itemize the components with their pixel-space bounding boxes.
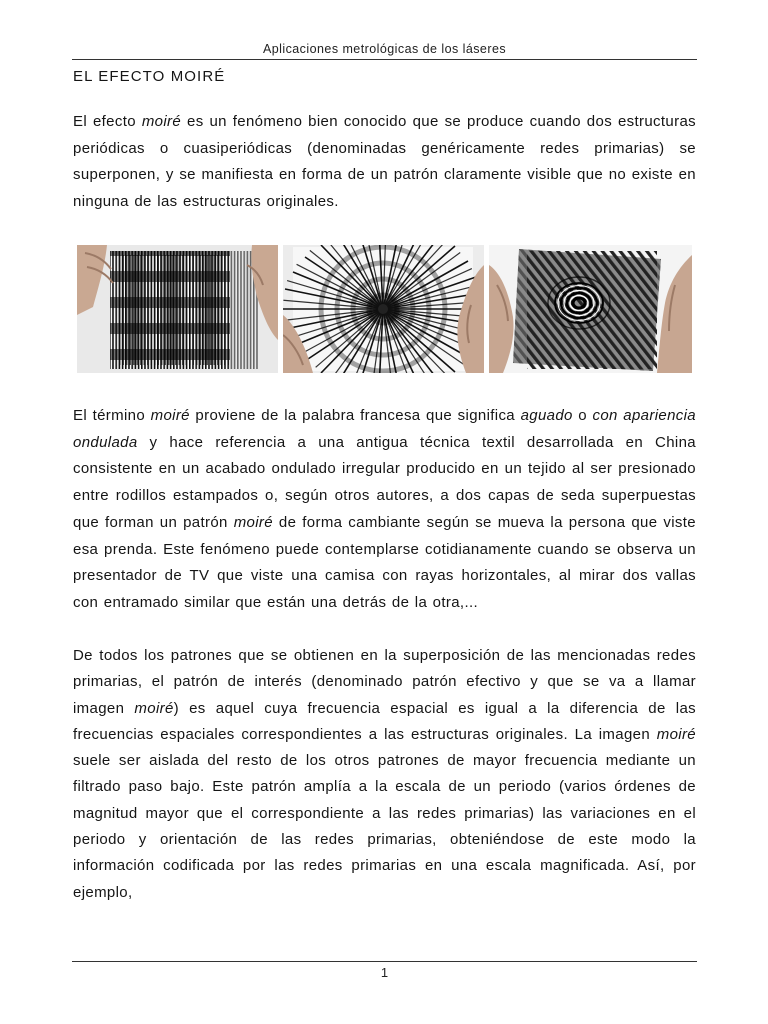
footer-rule — [72, 961, 697, 962]
moire-photo-zone-plates — [489, 245, 692, 373]
running-header: Aplicaciones metrológicas de los láseres — [262, 42, 507, 56]
moire-figure-strip — [77, 245, 692, 373]
moire-photo-line-gratings — [77, 245, 278, 373]
paragraph-intro: El efecto moiré es un fenómeno bien conocido que se produce cuando dos estructuras periódicas o cuasiperiódicas (denominadas genéricamente redes primarias) se superponen, y se manifiesta en forma de un patrón claramente visible que no existe en ninguna de las estructuras originales. — [73, 113, 696, 211]
paragraph-etymology: El término moiré proviene de la palabra francesa que significa aguado o con apariencia ondulada y hace referencia a una antigua técnica textil desarrollada en China consistente en un acabado ondulado irregular producido en un tejido al ser presionado entre rodillos estampados o, según otros autores, a dos capas de seda superpuestas que forman un patrón moiré de forma cambiante según se mueva la persona que viste esa prenda. Este fenómeno puede contemplarse cotidianamente cuando se observa un presentador de TV que viste una camisa con rayas horizontales, al mirar dos vallas con entramado similar que están una detrás de la otra,... — [73, 407, 696, 611]
moire-photo-radial-gratings — [283, 245, 484, 373]
header-rule — [72, 59, 697, 60]
paragraph-effective-pattern: De todos los patrones que se obtienen en la superposición de las mencionadas redes primarias, el patrón de interés (denominado patrón efectivo y que se va a llamar imagen moiré) es aquel cuya frecuencia espacial es igual a la diferencia de las frecuencias espaciales correspondientes a las estructuras originales. La imagen moiré suele ser aislada del resto de los otros patrones de mayor frecuencia mediante un filtrado paso bajo. Este patrón amplía a la escala de un periodo (varios órdenes de magnitud mayor que el correspondiente a las redes primarias) las variaciones en el periodo y orientación de las redes primarias, obteniéndose de este modo la información codificada por las redes primarias en una escala magnificada. Así, por ejemplo, — [73, 647, 696, 901]
section-title: EL EFECTO MOIRÉ — [73, 68, 226, 85]
page-number: 1 — [380, 965, 389, 980]
